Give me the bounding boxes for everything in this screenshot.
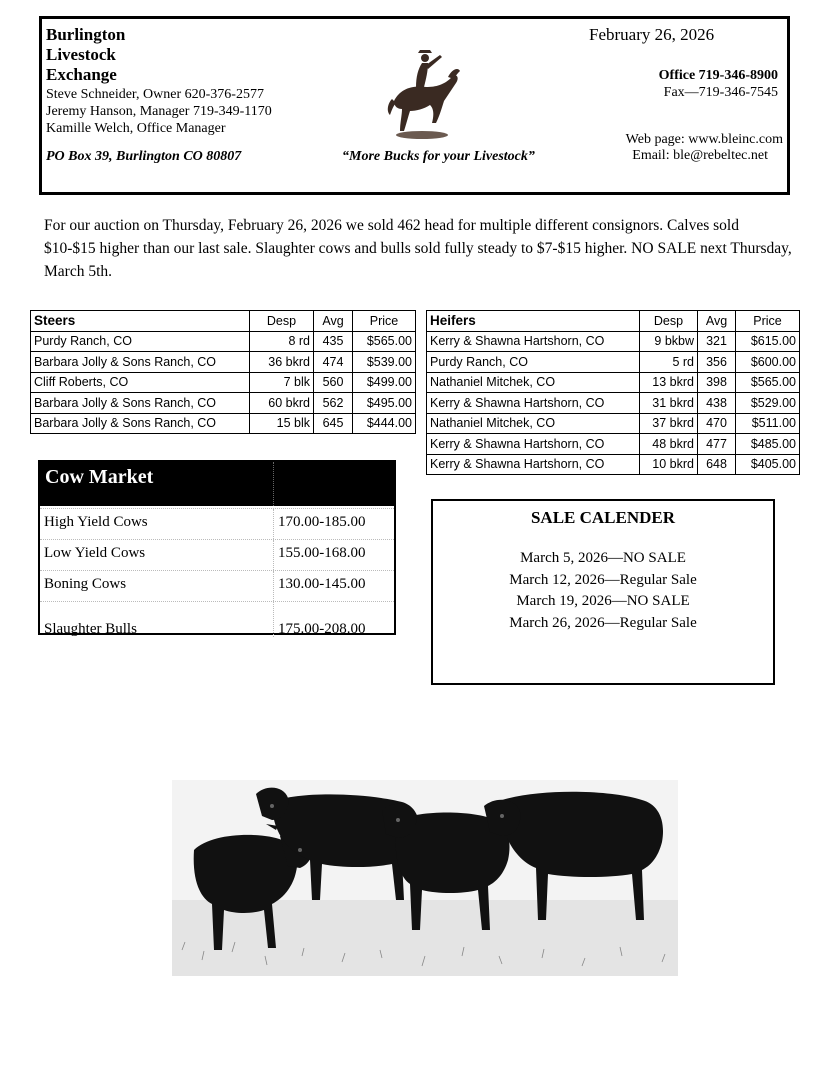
col-avg: Avg — [698, 311, 736, 332]
sale-summary: For our auction on Thursday, February 26, 2026 we sold 462 head for multiple different consignors. Calves sold $10-$15 higher than our last sale. Slaughter cows and bulls sold fully steady to $7-$15 higher. NO SALE next Thursday, March 5th. — [44, 217, 792, 280]
office-phone: Office 719-346-8900 — [658, 68, 778, 83]
col-desp: Desp — [250, 311, 314, 332]
table-row: Nathaniel Mitchek, CO 13 bkrd 398 $565.00 — [427, 372, 800, 393]
company-name: Burlington Livestock Exchange — [46, 25, 126, 84]
steers-table — [30, 310, 416, 434]
fax-number: Fax—719-346-7545 — [663, 85, 778, 100]
list-item: March 5, 2026—NO SALE — [520, 550, 686, 566]
heifers-table — [426, 310, 800, 475]
col-price: Price — [353, 311, 416, 332]
staff-list: Steve Schneider, Owner 620-376-2577 Jeremy Hanson, Manager 719-349-1170 Kamille Welch, Office Manager — [46, 87, 272, 136]
list-item: Low Yield Cows 155.00-168.00 — [40, 539, 394, 570]
bronc-rider-logo — [382, 41, 462, 141]
list-item: Slaughter Bulls 175.00-208.00 — [40, 601, 394, 637]
email-address[interactable]: Email: ble@rebeltec.net — [632, 148, 768, 163]
list-item: March 26, 2026—Regular Sale — [509, 614, 697, 631]
letterhead — [39, 16, 790, 195]
web-page[interactable]: Web page: www.bleinc.com — [625, 132, 783, 147]
list-item: High Yield Cows 170.00-185.00 — [40, 508, 394, 539]
col-desp: Desp — [640, 311, 698, 332]
col-heifers: Heifers — [427, 311, 640, 332]
table-row: Barbara Jolly & Sons Ranch, CO 36 bkrd 474 $539.00 — [31, 352, 416, 373]
table-row: Purdy Ranch, CO 5 rd 356 $600.00 — [427, 352, 800, 373]
list-item: March 19, 2026—NO SALE — [516, 593, 690, 609]
table-row: Kerry & Shawna Hartshorn, CO 31 bkrd 438 $529.00 — [427, 393, 800, 414]
table-row: Cliff Roberts, CO 7 blk 560 $499.00 — [31, 372, 416, 393]
table-row: Barbara Jolly & Sons Ranch, CO 15 blk 645 $444.00 — [31, 413, 416, 434]
mailing-address: PO Box 39, Burlington CO 80807 — [46, 149, 242, 164]
list-item: March 12, 2026—Regular Sale — [509, 571, 697, 588]
col-avg: Avg — [314, 311, 353, 332]
table-row: Nathaniel Mitchek, CO 37 bkrd 470 $511.00 — [427, 413, 800, 434]
list-item: Boning Cows 130.00-145.00 — [40, 570, 394, 601]
col-steers: Steers — [31, 311, 250, 332]
col-price: Price — [736, 311, 800, 332]
slogan: “More Bucks for your Livestock” — [342, 149, 535, 164]
table-row: Barbara Jolly & Sons Ranch, CO 60 bkrd 562 $495.00 — [31, 393, 416, 414]
cow-market-title: Cow Market — [40, 462, 274, 506]
table-row: Kerry & Shawna Hartshorn, CO 9 bkbw 321 $615.00 — [427, 331, 800, 352]
calendar-list — [433, 548, 773, 634]
sale-date: February 26, 2026 — [589, 25, 715, 44]
cow-market-box — [38, 460, 396, 635]
table-header-row — [31, 311, 416, 332]
table-row: Kerry & Shawna Hartshorn, CO 10 bkrd 648 $405.00 — [427, 454, 800, 475]
table-row: Purdy Ranch, CO 8 rd 435 $565.00 — [31, 331, 416, 352]
table-row: Kerry & Shawna Hartshorn, CO 48 bkrd 477 $485.00 — [427, 434, 800, 455]
black-cattle-illustration — [172, 780, 678, 976]
cow-market-header — [40, 462, 394, 506]
calendar-title: SALE CALENDER — [530, 508, 676, 527]
table-header-row — [427, 311, 800, 332]
sale-calendar-box — [431, 499, 775, 685]
